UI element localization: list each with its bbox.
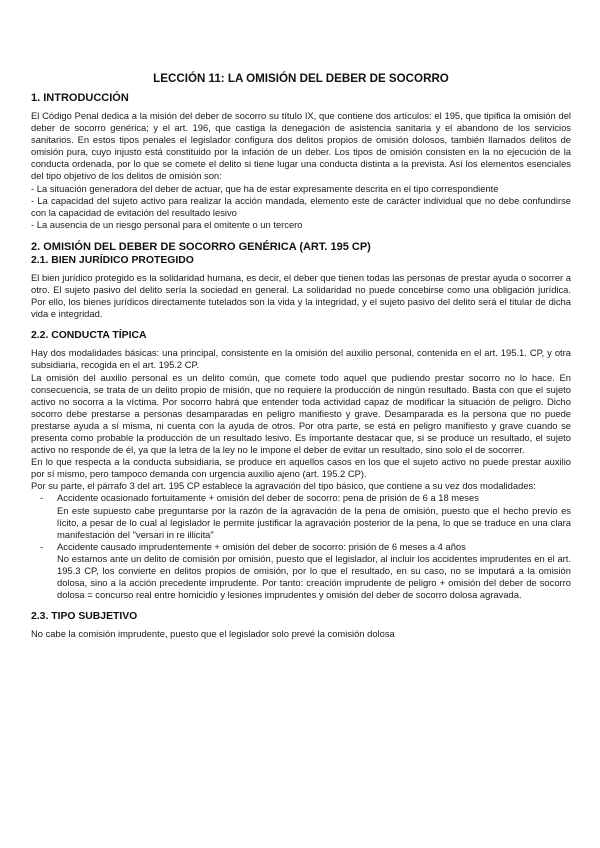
list-item-label: Accidente ocasionado fortuitamente + omisión del deber de socorro: pena de prisión de 6 a 18 meses [57,492,479,504]
section-2-2-paragraph-4: Por su parte, el párrafo 3 del art. 195 CP establece la agravación del tipo básico, que contiene a su vez dos modalidades: [31,480,536,492]
aggravation-list [31,492,571,601]
list-item-text: En este supuesto cabe preguntarse por la razón de la agravación de la pena de omisión, puesto que el hecho previo es lícito, a pesar de lo cual al legislador le permite justificar la agravación posterior de la pena, lo que se traduce en una clara manifestación del "versari in re illicita" [57,504,571,540]
section-2-2-paragraph-3: En lo que respecta a la conducta subsidiaria, se produce en aquellos casos en los que el sujeto activo no puede prestar auxilio por sí mismo, pero tampoco demanda con urgencia auxilio ajeno (art. 195.2 CP). [31,456,571,480]
section-1-item-3: - La ausencia de un riesgo personal para el omitente o un tercero [31,218,303,230]
section-2-2-paragraph-2: La omisión del auxilio personal es un delito común, que comete todo aquel que pudiendo prestar socorro no lo hace. En consecuencia, se trata de un delito propio de misión, que no requiere la producción de ningún resultado. Basta con que el sujeto activo no socorra a la víctima. Por socorro habrá que entender toda actividad capaz de modificar la situación de peligro. Dicho socorro debe prestarse a personas desamparadas en peligro manifiesto y grave. Desamparada es la persona que no puede prestarse ayuda a sí misma, ni cuenta con la ayuda de otros. Por otra parte, se está en peligro manifiesto y grave cuando se presenta como probable la producción de un resultado lesivo. Es importante destacar que, si se produce un resultado, el sujeto activo no responde de él, ya que la letra de la ley no le impone el deber de evitar un resultado, sino solo el de socorrer. [31,371,571,456]
section-1-heading: 1. INTRODUCCIÓN [31,92,129,104]
document-page [31,72,571,640]
section-1-paragraph: El Código Penal dedica a la misión del deber de socorro su título IX, que contiene dos artículos: el 195, que tipifica la omisión del deber de socorro genérica; y el art. 196, que castiga la denegación de asistencia sanitaria y el abandono de los servicios sanitarios. En estos tipos penales el legislador configura dos delitos propios de omisión dolosos, también llamados delitos de omisión pura, cuyo injusto está constituido por la infación de un deber. Los tipos de omisión consisten en la no ejecución de la conducta ordenada, por lo que se comete el delito si tiene lugar una conducta distinta a la prevista. Así los elementos esenciales del tipo objetivo de los delitos de omisión son: [31,110,571,182]
section-2-heading: 2. OMISIÓN DEL DEBER DE SOCORRO GENÉRICA (ART. 195 CP) [31,240,371,253]
section-2-3-paragraph: No cabe la comisión imprudente, puesto que el legislador solo prevé la comisión dolosa [31,628,395,640]
list-item [31,541,571,601]
section-2-1-paragraph: El bien jurídico protegido es la solidaridad humana, es decir, el deber que tienen todas las personas de prestar ayuda o socorrer a otro. El sujeto pasivo del delito sería la sociedad en general. La solidaridad no puede concebirse como una obligación jurídica. Por ello, los bienes jurídicos directamente tutelados son la vida y la integridad, y el sujeto pasivo del delito será el titular de dicha vida e integridad. [31,271,571,320]
list-item-text: No estamos ante un delito de comisión por omisión, puesto que el legislador, al incluir los accidentes imprudentes en el art. 195.3 CP, los convierte en delitos propios de omisión, por lo que el resultado, en su caso, no se imputará a la omisión dolosa, sino a la acción precedente imprudente. Por tanto: creación imprudente de peligro + omisión del deber de socorro dolosa = concurso real entre homicidio y lesiones imprudentes y omisión del deber de socorro dolosa agravada. [57,552,571,601]
section-1-item-1: - La situación generadora del deber de actuar, que ha de estar expresamente descrita en el tipo correspondiente [31,182,499,194]
section-2-3-heading: 2.3. TIPO SUBJETIVO [31,611,138,623]
section-1-item-2: - La capacidad del sujeto activo para realizar la acción mandada, elemento este de carácter individual que no debe confundirse con la capacidad de evitación del resultado lesivo [31,194,571,218]
bullet-dash: - [40,540,44,552]
section-2-2-paragraph-1: Hay dos modalidades básicas: una principal, consistente en la omisión del auxilio personal, contenida en el art. 195.1. CP, y otra subsidiaria, recogida en el art. 195.2 CP. [31,347,571,371]
section-2-2-heading: 2.2. CONDUCTA TÍPICA [31,330,147,342]
bullet-dash: - [40,492,44,504]
list-item [31,492,571,540]
section-2-1-heading: 2.1. BIEN JURÍDICO PROTEGIDO [31,254,194,266]
list-item-label: Accidente causado imprudentemente + omisión del deber de socorro: prisión de 6 meses a 4 años [57,540,466,552]
lesson-title: LECCIÓN 11: LA OMISIÓN DEL DEBER DE SOCORRO [153,72,449,85]
